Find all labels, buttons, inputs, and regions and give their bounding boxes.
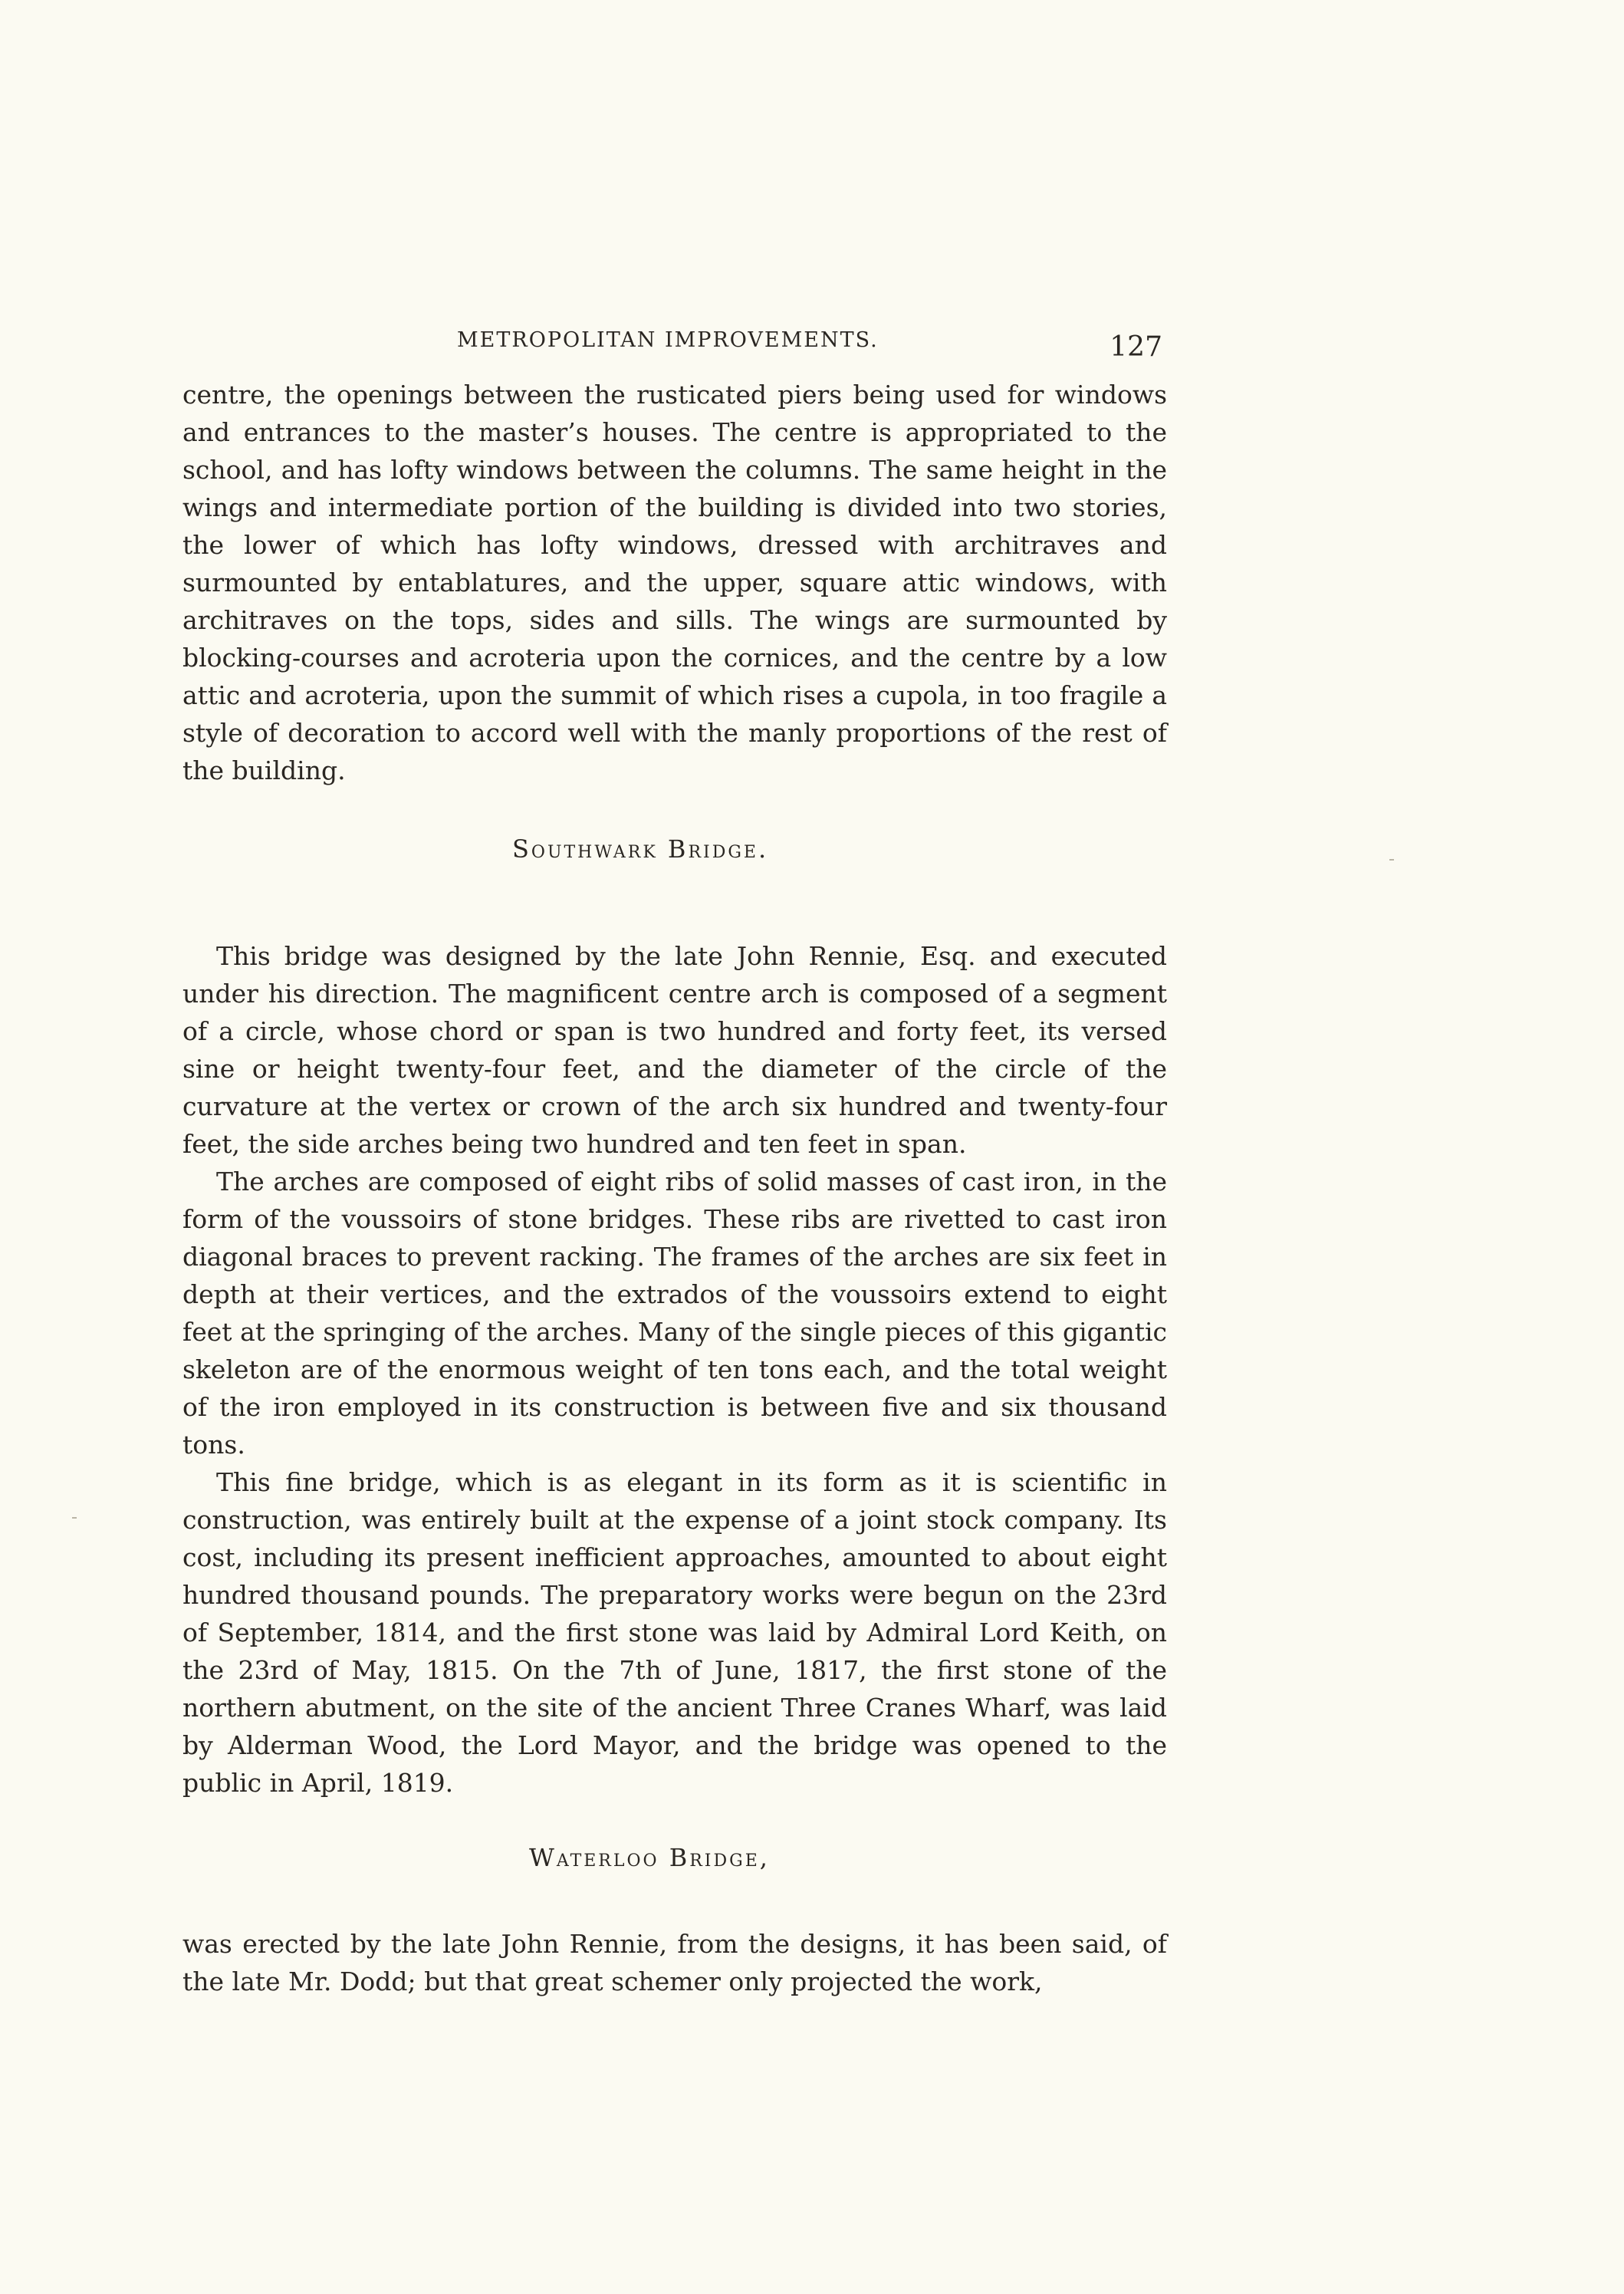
section-heading-southwark-bridge: Southwark Bridge. (512, 834, 769, 864)
running-title: METROPOLITAN IMPROVEMENTS. (457, 328, 879, 352)
paper-speck (72, 1517, 77, 1519)
paper-speck (1389, 859, 1394, 861)
waterloo-paragraph: was erected by the late John Rennie, from the designs, it has been said, of the late Mr. Dodd; but that great schemer only projected the work, (182, 1929, 1167, 1996)
continued-paragraph: centre, the openings between the rusticated piers being used for windows and entrances to the master’s houses. The centre is appropriated to the school, and has lofty windows between the columns. The same height in the wings and intermediate portion of the building is divided into two stories, the lower of which has lofty windows, dressed with architraves and surmounted by entablatures, and the upper, square attic windows, with architraves on the tops, sides and sills. The wings are surmounted by blocking-courses and acroteria upon the cornices, and the centre by a low attic and acroteria, upon the summit of which rises a cupola, in too fragile a style of decoration to accord well with the manly proportions of the rest of the building. (182, 380, 1167, 785)
southwark-paragraph-2: The arches are composed of eight ribs of solid masses of cast iron, in the form of the voussoirs of stone bridges. These ribs are rivetted to cast iron diagonal braces to prevent racking. The frames of the arches are six feet in depth at their vertices, and the extrados of the voussoirs extend to eight feet at the springing of the arches. Many of the single pieces of this gigantic skeleton are of the enormous weight of ten tons each, and the total weight of the iron employed in its construction is between five and six thousand tons. (182, 1167, 1167, 1460)
continued-text-block (182, 376, 1167, 789)
southwark-text-block (182, 937, 1167, 1802)
waterloo-text-block (182, 1925, 1167, 2000)
running-header (457, 322, 1162, 368)
page-number: 127 (1110, 331, 1162, 363)
southwark-paragraph-3: This fine bridge, which is as elegant in its form as it is scientific in construction, was entirely built at the expense of a joint stock company. Its cost, including its present inefficient approaches, amounted to about eight hundred thousand pounds. The preparatory works were begun on the 23rd of September, 1814, and the first stone was laid by Admiral Lord Keith, on the 23rd of May, 1815. On the 7th of June, 1817, the first stone of the northern abutment, on the site of the ancient Three Cranes Wharf, was laid by Alderman Wood, the Lord Mayor, and the bridge was opened to the public in April, 1819. (182, 1467, 1167, 1798)
southwark-paragraph-1: This bridge was designed by the late John Rennie, Esq. and executed under his direction. The magnificent centre arch is composed of a segment of a circle, whose chord or span is two hundred and forty feet, its versed sine or height twenty-four feet, and the diameter of the circle of the curvature at the vertex or crown of the arch six hundred and twenty-four feet, the side arches being two hundred and ten feet in span. (182, 941, 1167, 1159)
section-heading-waterloo-bridge: Waterloo Bridge, (529, 1843, 770, 1872)
